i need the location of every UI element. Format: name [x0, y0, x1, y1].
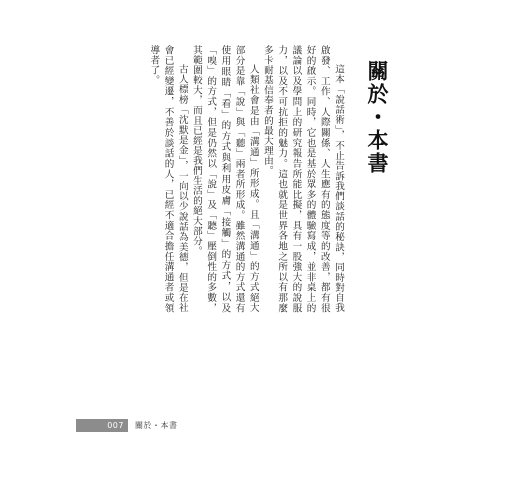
page-footer — [76, 418, 178, 432]
page-number: 007 — [107, 420, 124, 430]
body-text-block — [117, 45, 345, 313]
running-title: 關於・本書 — [135, 420, 178, 430]
body-paragraph: 古人標榜「沈默是金」，一向以少說話為美德，但是在社會已經變遷，不善於談話的人，已經不適合擔任溝通者或領導者了。 — [148, 45, 188, 313]
page-number-box — [76, 419, 128, 432]
chapter-title: 關於・本書 — [365, 60, 389, 175]
body-paragraph: 這本「說話術」，不止告訴我們談話的秘訣，同時對自我啟發、工作、人際關係、人生應有的態度等的改善，都有很好的啟示。同時，它也是基於眾多的體驗寫成，並非桌上的議論以及學問上的研究報告所能比擬，具有一股強大的說服力，以及不可抗拒的魅力。這也就是世界各地之所以有那麼多卡耐基信奉者的最大理由。 — [261, 45, 344, 313]
body-paragraph: 人類社會是由「溝通」所形成。且「溝通」的方式絕大部分是靠「說」與「聽」兩者所形成。雖然溝通的方式還有使用眼睛「看」的方式與利用皮膚「接觸」的方式，以及「嗅」的方式，但是仍然以「說」及「聽」壓倒性的多數，其範圍較大，而且已經是我們生活的絕大部分。 — [190, 45, 259, 313]
